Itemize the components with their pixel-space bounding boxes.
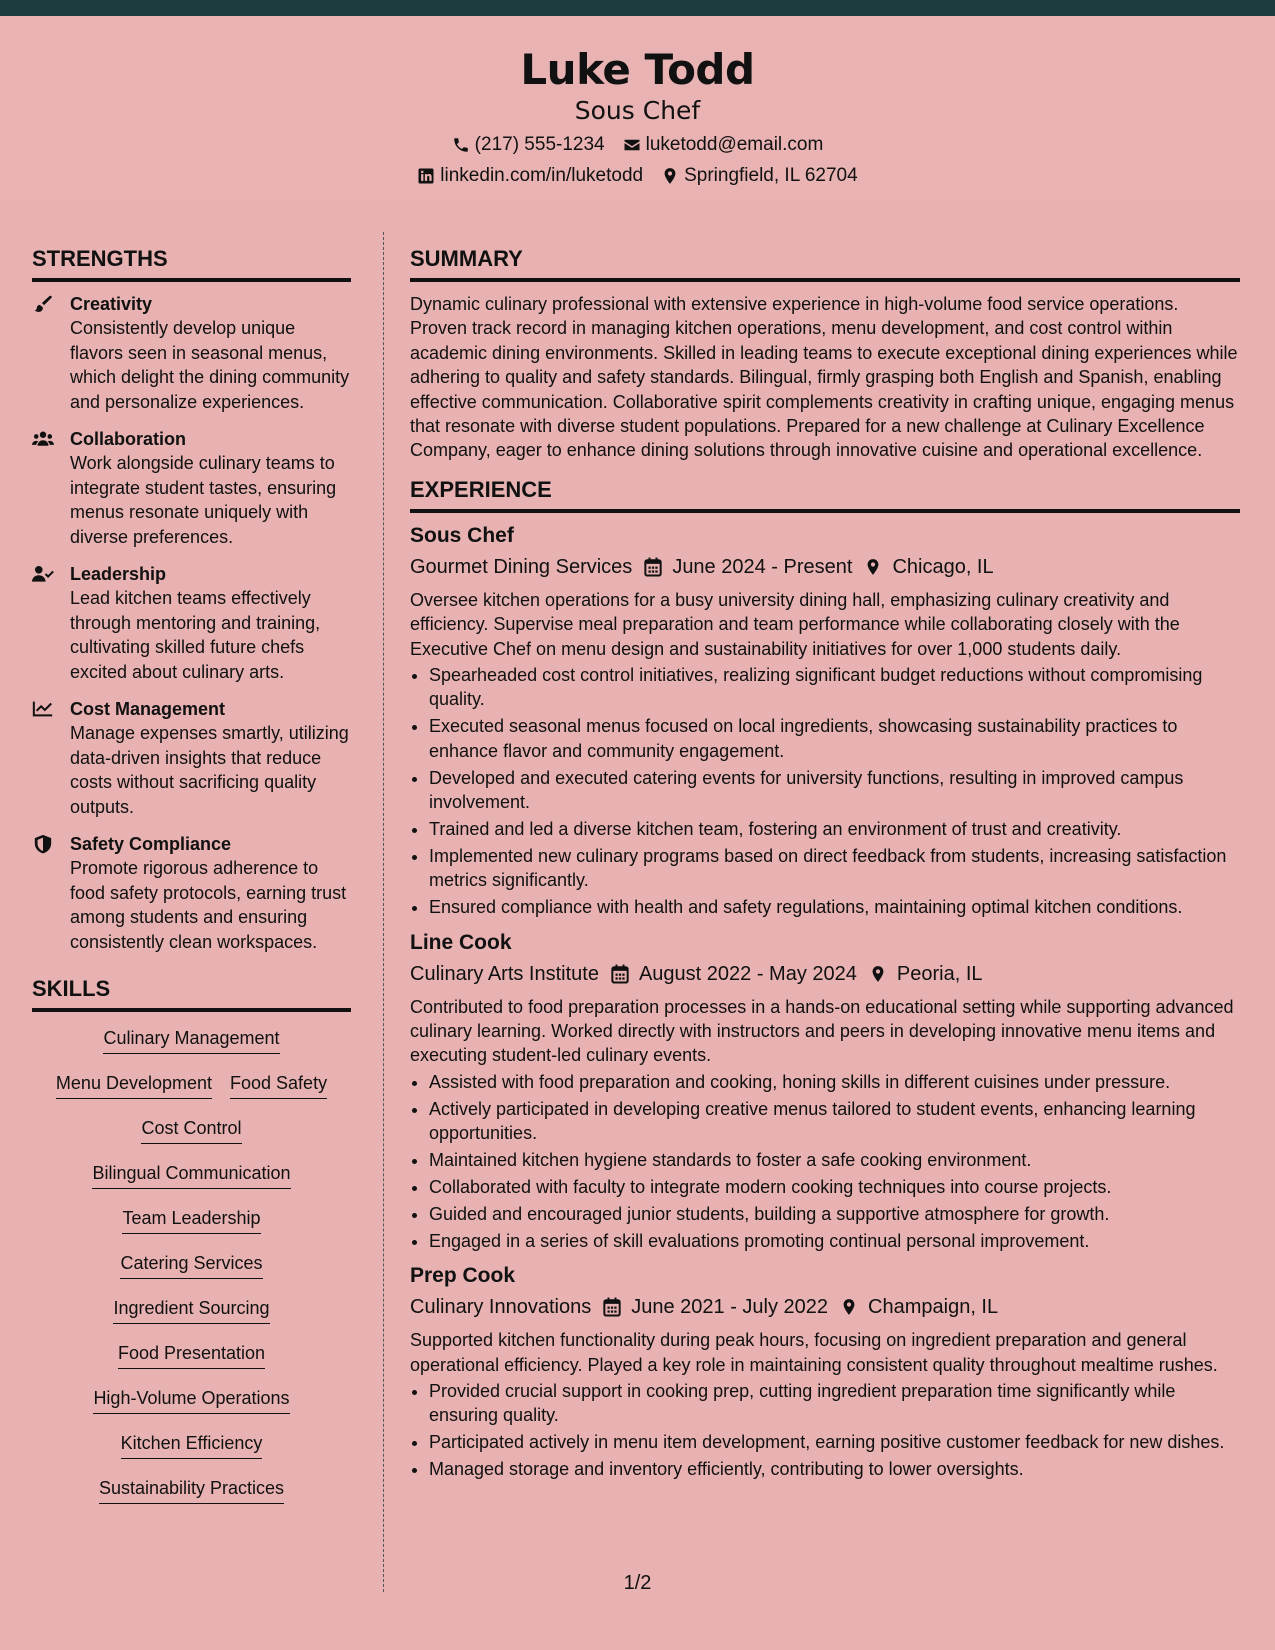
strength-title: Creativity <box>70 294 153 314</box>
bullet-item: • Executed seasonal menus focused on local ingredients, showcasing sustainability practices to enhance flavor and community engagement. <box>429 714 1240 763</box>
bullet-item: • Participated actively in menu item development, earning positive customer feedback for new dishes. <box>429 1430 1240 1454</box>
job-dates: June 2024 - Present <box>672 555 853 578</box>
user-check-icon <box>32 562 56 684</box>
summary-text: Dynamic culinary professional with extensive experience in high-volume food service operations. Proven track record in managing kitchen operations, menu development, and cost control within academic dining environments. Skilled in leading teams to execute exceptional dining experiences while adhering to quality and safety standards. Bilingual, firmly grasping both English and Spanish, enabling effective communication. Collaborative spirit complements creativity in crafting unique, engaging menus that resonate with diverse student populations. Prepared for a new challenge at Culinary Excellence Company, eager to enhance dining solutions through innovative cuisine and operational excellence. <box>410 294 1238 461</box>
job-company: Culinary Arts Institute <box>410 962 599 985</box>
right-column <box>410 246 1240 1492</box>
job-company: Culinary Innovations <box>410 1296 592 1319</box>
bullet-item: • Engaged in a series of skill evaluations promoting continual personal improvement. <box>429 1229 1240 1253</box>
skill-tag: Culinary Management <box>103 1026 279 1054</box>
bullet-item: • Guided and encouraged junior students, building a supportive atmosphere for growth. <box>429 1202 1240 1226</box>
strength-item <box>32 292 351 414</box>
job-bullets <box>410 1070 1240 1253</box>
contact-row-1 <box>0 133 1275 157</box>
calendar-icon <box>611 964 629 984</box>
job-location: Champaign, IL <box>868 1296 999 1319</box>
bullet-item: • Trained and led a diverse kitchen team, fostering an environment of trust and creativity. <box>429 817 1240 841</box>
page-number: 1/2 <box>623 1572 652 1594</box>
strength-title: Leadership <box>70 564 167 584</box>
job-description: Supported kitchen functionality during peak hours, focusing on ingredient preparation and general operational efficiency. Played a key role in maintaining consistent quality throughout mealtime rushes. <box>410 1330 1218 1375</box>
strength-title: Cost Management <box>70 699 226 719</box>
candidate-name: Luke Todd <box>520 45 755 94</box>
job-location: Peoria, IL <box>896 962 983 985</box>
strength-desc: Work alongside culinary teams to integrate student tastes, ensuring menus resonate uniquely with diverse preferences. <box>70 453 337 547</box>
job-entry <box>410 1263 1240 1481</box>
column-divider <box>383 232 384 1592</box>
experience-heading: EXPERIENCE <box>410 477 1240 513</box>
strength-item <box>32 697 351 819</box>
skill-tag: Bilingual Communication <box>92 1161 290 1189</box>
bullet-item: • Managed storage and inventory efficiently, contributing to lower oversights. <box>429 1457 1240 1481</box>
envelope-icon <box>623 136 641 154</box>
contact-row-2 <box>0 164 1275 188</box>
skill-tag: Cost Control <box>141 1116 241 1144</box>
skill-tag: High-Volume Operations <box>93 1386 289 1414</box>
strengths-heading: STRENGTHS <box>32 246 351 282</box>
left-column <box>32 246 351 1521</box>
shield-icon <box>32 832 56 954</box>
strength-desc: Lead kitchen teams effectively through mentoring and training, cultivating skilled future chefs excited about culinary arts. <box>70 588 321 682</box>
job-meta <box>410 961 1240 987</box>
job-meta <box>410 1294 1240 1320</box>
location-text: Springfield, IL 62704 <box>684 165 858 186</box>
job-description: Contributed to food preparation processes in a hands-on educational setting while supporting advanced culinary learning. Worked directly with instructors and peers in developing innovative menu items and executing student-led culinary events. <box>410 996 1234 1066</box>
job-entry <box>410 930 1240 1254</box>
map-pin-icon <box>869 964 887 984</box>
job-description: Oversee kitchen operations for a busy university dining hall, emphasizing culinary creativity and efficiency. Supervise meal preparation and team performance while collaborating closely with the Executive Chef on menu design and sustainability initiatives for over 1,000 students daily. <box>410 589 1180 659</box>
email-contact[interactable] <box>623 133 824 157</box>
skill-tag: Kitchen Efficiency <box>121 1431 263 1459</box>
map-pin-icon <box>840 1297 858 1317</box>
top-bar <box>0 0 1275 16</box>
summary-heading: SUMMARY <box>410 246 1240 282</box>
paintbrush-icon <box>32 292 56 414</box>
skill-tag: Ingredient Sourcing <box>113 1296 269 1324</box>
bullet-item: • Developed and executed catering events for university functions, resulting in improved campus involvement. <box>429 766 1240 815</box>
job-entry <box>410 523 1240 920</box>
users-icon <box>32 427 56 549</box>
bullet-item: • Spearheaded cost control initiatives, realizing significant budget reductions without compromising quality. <box>429 663 1240 712</box>
linkedin-icon <box>417 167 435 185</box>
strength-desc: Promote rigorous adherence to food safety protocols, earning trust among students and ensuring consistently clean workspaces. <box>70 858 347 952</box>
skills-list <box>32 1022 351 1521</box>
strength-item <box>32 427 351 549</box>
location-contact <box>661 164 858 188</box>
skills-heading: SKILLS <box>32 976 351 1012</box>
strength-item <box>32 832 351 954</box>
strength-desc: Consistently develop unique flavors seen in seasonal menus, which delight the dining community and personalize experiences. <box>70 318 350 412</box>
map-pin-icon <box>661 167 679 185</box>
strength-title: Collaboration <box>70 429 186 449</box>
job-title: Sous Chef <box>410 523 514 547</box>
strength-title: Safety Compliance <box>70 834 232 854</box>
strength-item <box>32 562 351 684</box>
job-dates: June 2021 - July 2022 <box>631 1296 829 1319</box>
bullet-item: • Ensured compliance with health and safety regulations, maintaining optimal kitchen conditions. <box>429 895 1240 919</box>
linkedin-text: linkedin.com/in/luketodd <box>440 165 644 186</box>
resume-header <box>0 16 1275 204</box>
bullet-item: • Implemented new culinary programs based on direct feedback from students, increasing satisfaction metrics significantly. <box>429 844 1240 893</box>
job-location: Chicago, IL <box>892 555 994 578</box>
skill-tag: Sustainability Practices <box>99 1476 284 1504</box>
map-pin-icon <box>864 557 882 577</box>
skill-tag: Food Presentation <box>118 1341 265 1369</box>
job-bullets <box>410 663 1240 920</box>
skill-tag: Menu Development <box>56 1071 212 1099</box>
strength-desc: Manage expenses smartly, utilizing data-driven insights that reduce costs without sacrificing quality outputs. <box>70 723 349 817</box>
job-dates: August 2022 - May 2024 <box>638 962 857 985</box>
skill-tag: Catering Services <box>120 1251 262 1279</box>
candidate-title: Sous Chef <box>574 96 701 125</box>
job-bullets <box>410 1379 1240 1482</box>
skill-tag: Team Leadership <box>122 1206 260 1234</box>
chart-line-icon <box>32 697 56 819</box>
linkedin-contact[interactable] <box>417 164 643 188</box>
job-company: Gourmet Dining Services <box>410 555 633 578</box>
phone-contact <box>452 133 605 157</box>
calendar-icon <box>644 557 662 577</box>
bullet-item: • Provided crucial support in cooking prep, cutting ingredient preparation time significantly while ensuring quality. <box>429 1379 1240 1428</box>
phone-icon <box>452 136 470 154</box>
bullet-item: • Actively participated in developing creative menus tailored to student events, enhancing learning opportunities. <box>429 1097 1240 1146</box>
calendar-icon <box>603 1297 621 1317</box>
email-text: luketodd@email.com <box>645 134 824 155</box>
job-title: Prep Cook <box>410 1264 516 1288</box>
job-title: Line Cook <box>410 930 512 954</box>
bullet-item: • Assisted with food preparation and cooking, honing skills in different cuisines under pressure. <box>429 1070 1240 1094</box>
skill-tag: Food Safety <box>230 1071 327 1099</box>
job-meta <box>410 554 1240 580</box>
phone-text: (217) 555-1234 <box>474 134 605 155</box>
bullet-item: • Maintained kitchen hygiene standards to foster a safe cooking environment. <box>429 1148 1240 1172</box>
bullet-item: • Collaborated with faculty to integrate modern cooking techniques into course projects. <box>429 1175 1240 1199</box>
